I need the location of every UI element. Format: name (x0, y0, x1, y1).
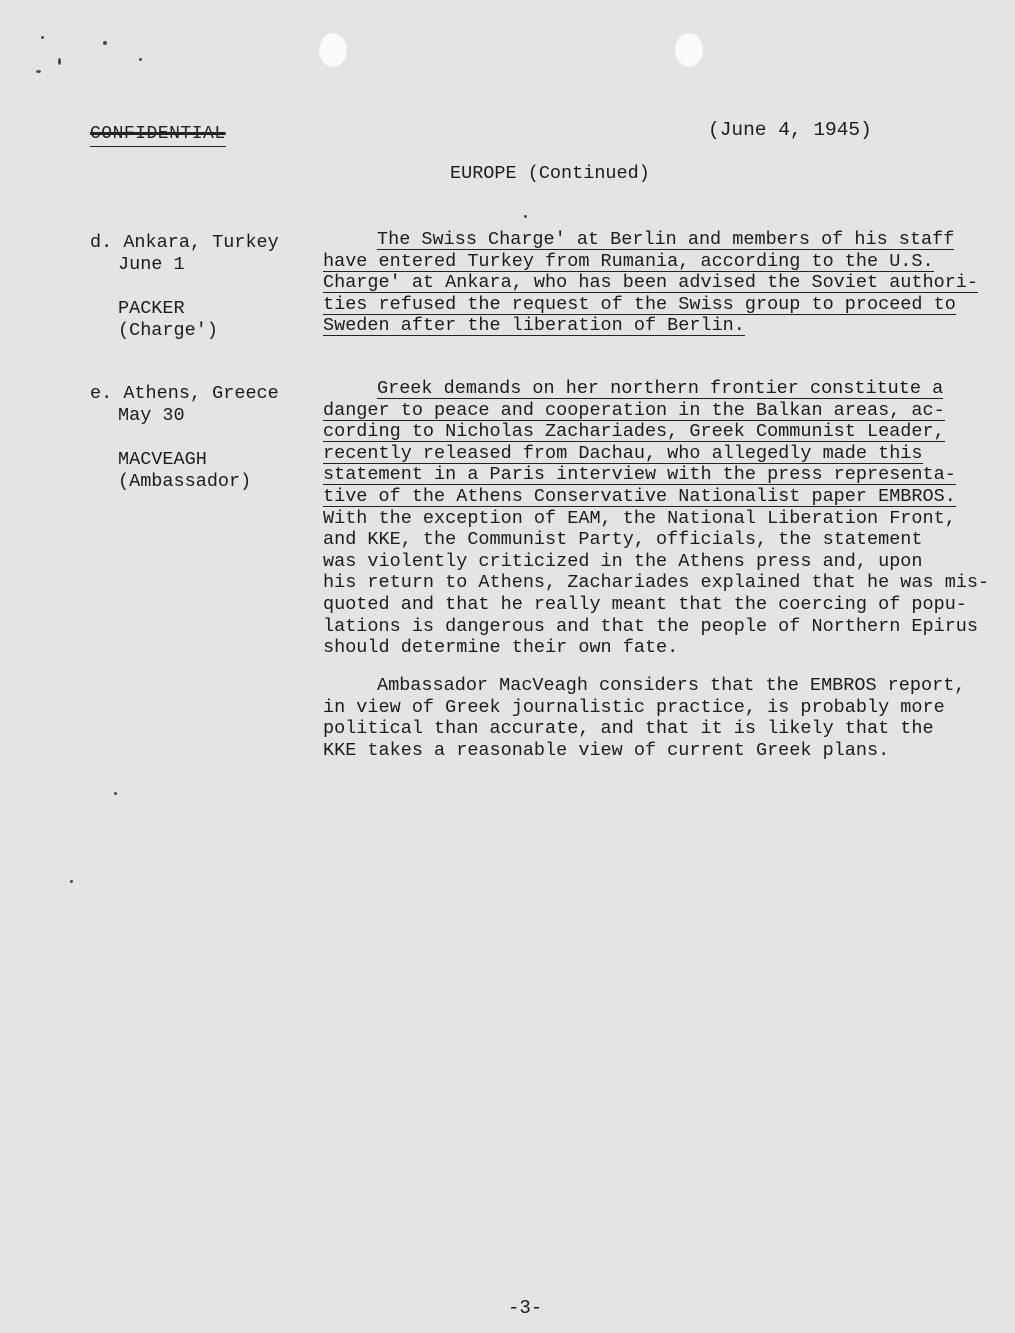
paragraph-line: KKE takes a reasonable view of current Greek plans. (323, 739, 890, 761)
entry-d-officer-name: PACKER (118, 298, 185, 319)
punch-hole-right (674, 32, 704, 68)
entry-d-item-letter: d. (90, 232, 113, 253)
classification-marking: CONFIDENTIAL (90, 124, 226, 144)
underlined-text: Greek demands on her northern frontier constitute a (377, 378, 944, 399)
scan-speck (36, 70, 41, 73)
section-heading: EUROPE (Continued) (450, 163, 650, 184)
entry-d-date: June 1 (118, 254, 185, 275)
underlined-text: have entered Turkey from Rumania, according to the U.S. (323, 250, 934, 272)
document-date: (June 4, 1945) (708, 119, 872, 141)
entry-e-officer-title: (Ambassador) (118, 471, 252, 492)
entry-e-sidebar (90, 383, 279, 493)
underlined-text: recently released from Dachau, who allegedly made this (323, 442, 923, 464)
entry-e-date: May 30 (118, 405, 185, 426)
entry-d-paragraph (323, 229, 979, 337)
paragraph-line (323, 486, 963, 508)
underlined-text: The Swiss Charge' at Berlin and members of his staff (377, 229, 955, 250)
underlined-text: danger to peace and cooperation in the Balkan areas, ac- (323, 399, 945, 421)
paragraph-line: quoted and that he really meant that the coercing of popu- (323, 593, 967, 615)
page-number: -3- (508, 1297, 543, 1319)
scan-speck (524, 215, 527, 218)
paragraph-line (323, 315, 963, 337)
entry-d-officer-title: (Charge') (118, 320, 218, 341)
scan-speck (139, 58, 142, 61)
entry-d-sidebar (90, 232, 279, 342)
entry-d-location-line (90, 232, 279, 254)
entry-e-officer-name: MACVEAGH (118, 449, 207, 470)
paragraph-line: in view of Greek journalistic practice, is probably more (323, 696, 945, 718)
punch-hole-left (318, 32, 348, 68)
entry-e-item-letter: e. (90, 383, 113, 404)
paragraph-line (323, 464, 963, 486)
underlined-text: Sweden after the liberation of Berlin. (323, 315, 745, 337)
underlined-text: ties refused the request of the Swiss group to proceed to (323, 293, 956, 315)
paragraph-line: With the exception of EAM, the National Liberation Front, (323, 507, 956, 529)
entry-e-paragraph-1 (323, 378, 990, 659)
paragraph-line (323, 378, 963, 400)
paragraph-line: lations is dangerous and that the people of Northern Epirus (323, 615, 979, 637)
entry-d-place: Ankara, Turkey (123, 232, 279, 253)
entry-e-location-line (90, 383, 279, 405)
entry-e-paragraph-2 (323, 675, 966, 761)
paragraph-line: political than accurate, and that it is likely that the (323, 718, 934, 740)
paragraph-line (323, 400, 963, 422)
paragraph-line (323, 294, 963, 316)
scan-speck (58, 58, 61, 65)
underlined-text: tive of the Athens Conservative Nationalist paper EMBROS. (323, 485, 956, 507)
paragraph-line: was violently criticized in the Athens press and, upon (323, 550, 923, 572)
paragraph-line (323, 229, 963, 251)
scan-speck (70, 880, 73, 883)
scan-speck (41, 36, 44, 39)
underlined-text: statement in a Paris interview with the press representa- (323, 464, 956, 486)
paragraph-line (323, 251, 963, 273)
underlined-text: cording to Nicholas Zachariades, Greek Communist Leader, (323, 421, 945, 443)
paragraph-line (323, 421, 963, 443)
paragraph-line: his return to Athens, Zachariades explained that he was mis- (323, 572, 990, 594)
scan-speck (114, 792, 117, 795)
paragraph-line: should determine their own fate. (323, 637, 679, 659)
entry-e-place: Athens, Greece (123, 383, 279, 404)
paragraph-line: and KKE, the Communist Party, officials, the statement (323, 529, 923, 551)
scan-speck (103, 41, 107, 45)
paragraph-line (323, 443, 963, 465)
paragraph-line: Ambassador MacVeagh considers that the EMBROS report, (377, 675, 966, 696)
underlined-text: Charge' at Ankara, who has been advised the Soviet authori- (323, 272, 979, 294)
paragraph-line (323, 272, 979, 294)
